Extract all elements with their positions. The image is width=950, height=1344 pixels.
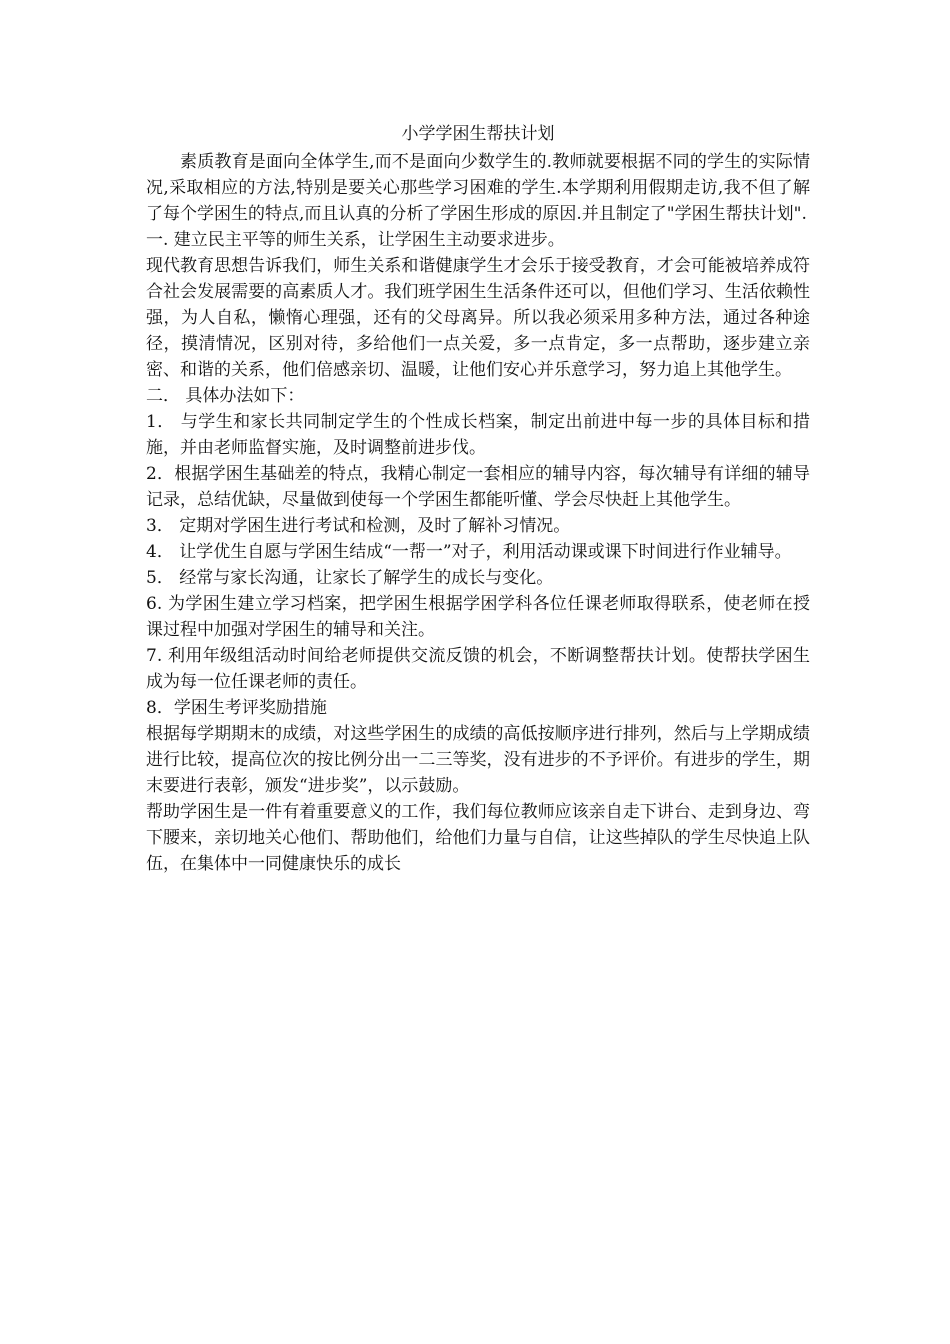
- list-item-1: 1． 与学生和家长共同制定学生的个性成长档案，制定出前进中每一步的具体目标和措施，并由老师监督实施，及时调整前进步伐。: [146, 412, 810, 458]
- document-title: 小学学困生帮扶计划: [401, 124, 555, 144]
- list-item-8: 8．学困生考评奖励措施: [146, 698, 327, 718]
- list-item-3: 3． 定期对学困生进行考试和检测，及时了解补习情况。: [146, 516, 571, 536]
- paragraph-conclusion: 帮助学困生是一件有着重要意义的工作，我们每位教师应该亲自走下讲台、走到身边、弯下腰来，亲切地关心他们、帮助他们，给他们力量与自信，让这些掉队的学生尽快追上队伍，在集体中一同健康快乐的成长: [146, 802, 810, 874]
- paragraph-reward: 根据每学期期末的成绩，对这些学困生的成绩的高低按顺序进行排列，然后与上学期成绩进行比较，提高位次的按比例分出一二三等奖，没有进步的不予评价。有进步的学生，期末要进行表彰，颁发“进步奖”，以示鼓励。: [146, 724, 810, 796]
- list-item-7: 7. 利用年级组活动时间给老师提供交流反馈的机会，不断调整帮扶计划。使帮扶学困生成为每一位任课老师的责任。: [146, 646, 810, 692]
- list-item-6: 6. 为学困生建立学习档案，把学困生根据学困学科各位任课老师取得联系，使老师在授课过程中加强对学困生的辅导和关注。: [146, 594, 810, 640]
- paragraph-section-1: 现代教育思想告诉我们，师生关系和谐健康学生才会乐于接受教育，才会可能被培养成符合社会发展需要的高素质人才。我们班学困生生活条件还可以，但他们学习、生活依赖性强，为人自私，懒惰心理强，还有的父母离异。所以我必须采用多种方法，通过各种途径，摸清情况，区别对待，多给他们一点关爱，多一点肯定，多一点帮助，逐步建立亲密、和谐的关系，他们倍感亲切、温暖，让他们安心并乐意学习，努力追上其他学生。: [146, 256, 810, 380]
- section-heading-2: 二． 具体办法如下：: [146, 386, 305, 406]
- document-body: [146, 121, 810, 877]
- paragraph-intro: 素质教育是面向全体学生,而不是面向少数学生的.教师就要根据不同的学生的实际情况,采取相应的方法,特别是要关心那些学习困难的学生.本学期利用假期走访,我不但了解了每个学困生的特点,而且认真的分析了学困生形成的原因.并且制定了"学困生帮扶计划".: [146, 152, 810, 224]
- section-heading-1: 一. 建立民主平等的师生关系，让学困生主动要求进步。: [146, 230, 565, 250]
- list-item-2: 2．根据学困生基础差的特点，我精心制定一套相应的辅导内容，每次辅导有详细的辅导记录，总结优缺，尽量做到使每一个学困生都能听懂、学会尽快赶上其他学生。: [146, 464, 810, 510]
- list-item-5: 5． 经常与家长沟通，让家长了解学生的成长与变化。: [146, 568, 554, 588]
- list-item-4: 4． 让学优生自愿与学困生结成“一帮一”对子，利用活动课或课下时间进行作业辅导。: [146, 542, 792, 562]
